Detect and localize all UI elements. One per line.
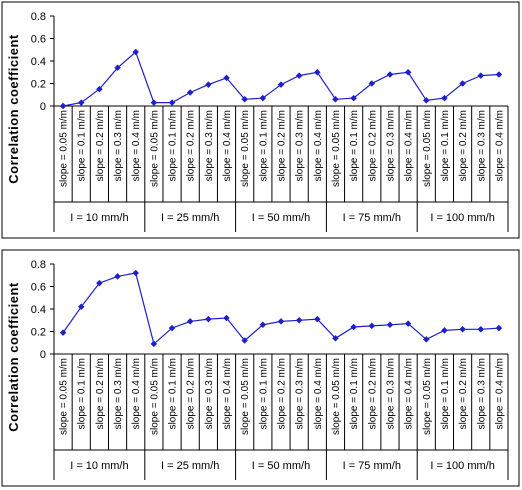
- category-label: slope = 0.2 m/m: [367, 110, 379, 182]
- category-label: slope = 0.05 m/m: [149, 358, 161, 435]
- category-label: slope = 0.4 m/m: [131, 358, 143, 430]
- category-label: slope = 0.05 m/m: [330, 358, 342, 435]
- category-label: slope = 0.3 m/m: [113, 358, 125, 430]
- group-label: I = 75 mm/h: [342, 460, 401, 472]
- category-label: slope = 0.1 m/m: [258, 110, 270, 182]
- correlation-chart-top: [0, 0, 522, 242]
- category-label: slope = 0.4 m/m: [403, 358, 415, 430]
- category-label: slope = 0.3 m/m: [476, 358, 488, 430]
- category-label: slope = 0.1 m/m: [258, 358, 270, 430]
- category-label: slope = 0.2 m/m: [276, 358, 288, 430]
- y-tick-label: 0.6: [30, 281, 46, 294]
- category-label: slope = 0.05 m/m: [240, 110, 252, 187]
- category-label: slope = 0.3 m/m: [294, 358, 306, 430]
- category-label: slope = 0.2 m/m: [185, 358, 197, 430]
- category-label: slope = 0.3 m/m: [476, 110, 488, 182]
- y-tick-label: 0.4: [30, 56, 46, 68]
- y-tick-label: 0.4: [30, 304, 46, 316]
- category-label: slope = 0.2 m/m: [458, 109, 470, 182]
- category-label: slope = 0.05 m/m: [58, 110, 70, 187]
- category-label: slope = 0.3 m/m: [294, 110, 306, 182]
- chart-top-svg: [0, 0, 522, 242]
- category-label: slope = 0.3 m/m: [203, 109, 215, 182]
- group-label: I = 100 mm/h: [430, 212, 495, 224]
- y-tick-label: 0.6: [30, 33, 46, 46]
- y-tick-label: 0.2: [30, 78, 46, 91]
- y-tick-label: 0: [39, 349, 46, 361]
- category-label: slope = 0.1 m/m: [76, 358, 88, 430]
- category-label: slope = 0.4 m/m: [222, 110, 234, 182]
- category-label: slope = 0.3 m/m: [385, 110, 397, 182]
- category-label: slope = 0.05 m/m: [58, 358, 70, 435]
- y-tick-label: 0.2: [30, 326, 46, 339]
- category-label: slope = 0.3 m/m: [385, 358, 397, 430]
- category-label: slope = 0.1 m/m: [439, 358, 451, 430]
- category-label: slope = 0.2 m/m: [94, 109, 106, 182]
- category-label: slope = 0.05 m/m: [421, 110, 433, 187]
- group-label: I = 10 mm/h: [70, 212, 129, 224]
- group-label: I = 50 mm/h: [251, 460, 311, 472]
- category-label: slope = 0.1 m/m: [349, 358, 361, 430]
- category-label: slope = 0.2 m/m: [94, 358, 106, 430]
- y-axis-title: Correlation coefficient: [6, 282, 21, 432]
- category-label: slope = 0.4 m/m: [494, 110, 506, 182]
- category-label: slope = 0.2 m/m: [276, 110, 288, 182]
- group-label: I = 100 mm/h: [430, 460, 495, 472]
- y-tick-label: 0.8: [30, 11, 46, 23]
- category-label: slope = 0.4 m/m: [222, 358, 234, 430]
- category-label: slope = 0.4 m/m: [403, 110, 415, 182]
- category-label: slope = 0.4 m/m: [494, 358, 506, 430]
- category-label: slope = 0.1 m/m: [439, 110, 451, 182]
- group-label: I = 50 mm/h: [251, 212, 311, 224]
- chart-bottom-svg: [0, 248, 522, 490]
- category-label: slope = 0.2 m/m: [185, 110, 197, 182]
- category-label: slope = 0.1 m/m: [349, 110, 361, 182]
- category-label: slope = 0.3 m/m: [203, 358, 215, 430]
- y-axis-title: Correlation coefficient: [6, 34, 21, 184]
- category-label: slope = 0.1 m/m: [167, 358, 179, 430]
- group-label: I = 75 mm/h: [342, 212, 401, 224]
- category-label: slope = 0.3 m/m: [113, 110, 125, 182]
- category-label: slope = 0.4 m/m: [131, 110, 143, 182]
- category-label: slope = 0.2 m/m: [367, 358, 379, 430]
- group-label: I = 25 mm/h: [161, 460, 220, 472]
- category-label: slope = 0.05 m/m: [149, 110, 161, 187]
- category-label: slope = 0.05 m/m: [330, 110, 342, 187]
- category-label: slope = 0.1 m/m: [76, 109, 88, 182]
- group-label: I = 25 mm/h: [161, 212, 220, 224]
- correlation-chart-bottom: [0, 248, 522, 490]
- category-label: slope = 0.1 m/m: [167, 110, 179, 182]
- category-label: slope = 0.4 m/m: [312, 110, 324, 182]
- y-tick-label: 0: [39, 101, 46, 113]
- group-label: I = 10 mm/h: [70, 460, 129, 472]
- category-label: slope = 0.4 m/m: [312, 358, 324, 430]
- category-label: slope = 0.05 m/m: [240, 358, 252, 435]
- category-label: slope = 0.2 m/m: [458, 357, 470, 430]
- y-tick-label: 0.8: [30, 259, 46, 271]
- category-label: slope = 0.05 m/m: [421, 358, 433, 435]
